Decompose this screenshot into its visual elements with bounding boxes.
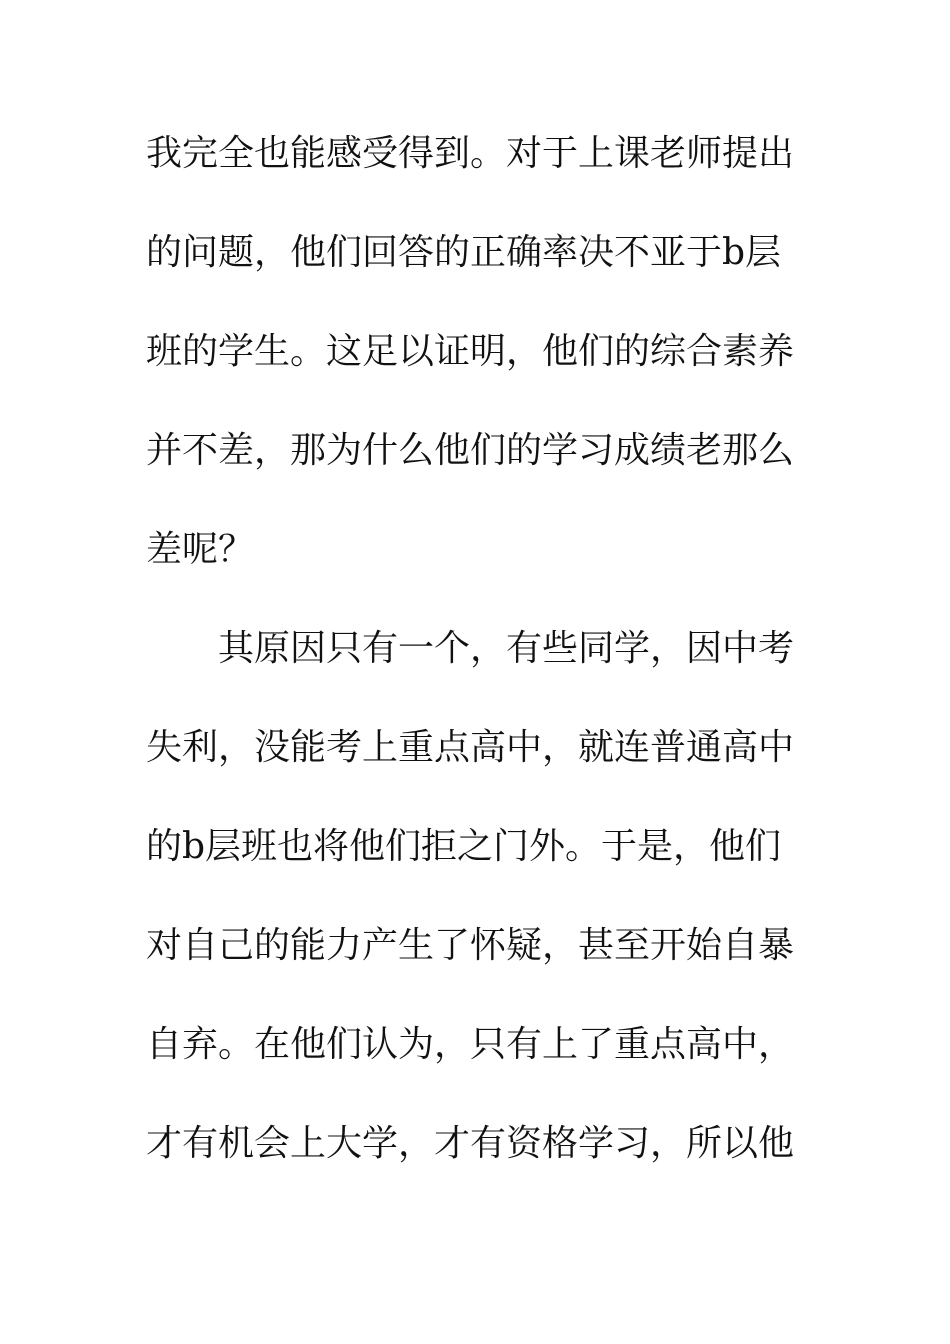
text-line-5: 差呢？ [146,529,255,570]
text-line-8: 的b层班也将他们拒之门外。于是，他们 [146,826,782,867]
text-line-4: 并不差，那为什么他们的学习成绩老那么 [146,430,795,471]
text-line-10: 自弃。在他们认为，只有上了重点高中， [146,1024,795,1065]
text-line-1: 我完全也能感受得到。对于上课老师提出 [146,133,795,174]
text-line-11: 才有机会上大学，才有资格学习，所以他 [146,1123,795,1164]
text-line-6: 其原因只有一个，有些同学，因中考 [146,628,795,669]
text-line-2: 的问题，他们回答的正确率决不亚于b层 [146,232,782,273]
body-text [146,122,808,1211]
text-line-3: 班的学生。这足以证明，他们的综合素养 [146,331,795,372]
text-line-7: 失利，没能考上重点高中，就连普通高中 [146,727,795,768]
text-line-9: 对自己的能力产生了怀疑，甚至开始自暴 [146,925,795,966]
